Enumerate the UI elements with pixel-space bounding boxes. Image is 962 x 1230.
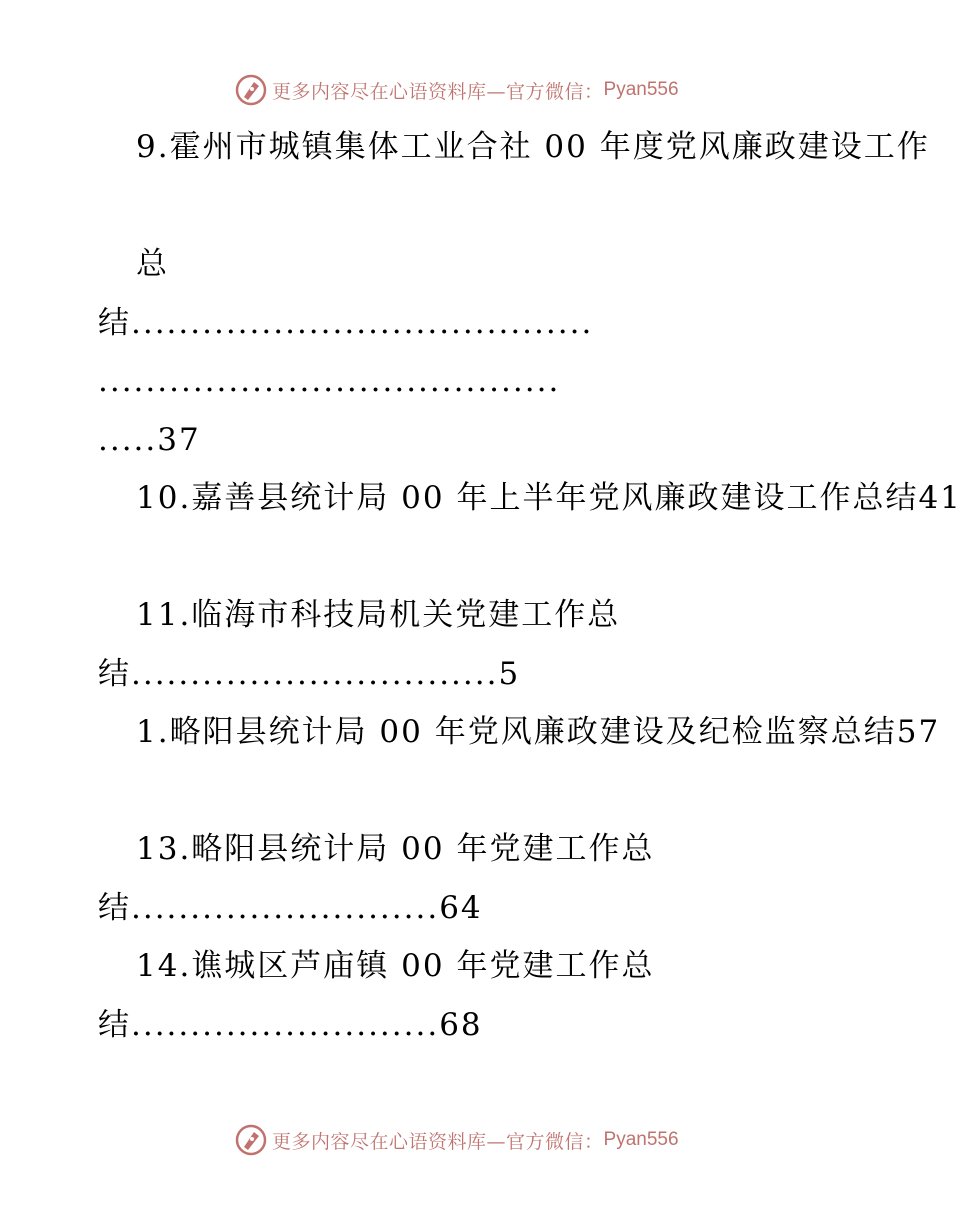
toc-line: 结...............................5 <box>98 655 521 692</box>
toc-line: 10.嘉善县统计局 00 年上半年党风廉政建设工作总结41 <box>136 480 962 516</box>
toc-line <box>98 762 858 821</box>
watermark-wechat-id: Pyan556 <box>603 1129 679 1150</box>
toc-line: 结..........................68 <box>98 1006 483 1043</box>
watermark-wechat-id: Pyan556 <box>603 79 679 100</box>
toc-line <box>98 528 858 587</box>
toc-line: 结..........................64 <box>98 889 483 926</box>
toc-line: 13.略阳县统计局 00 年党建工作总 <box>136 831 655 867</box>
watermark-text: 更多内容尽在心语资料库—官方微信： <box>272 80 604 103</box>
header-watermark <box>0 70 950 110</box>
toc-line: 1.略阳县统计局 00 年党风廉政建设及纪检监察总结57 <box>136 714 941 750</box>
toc-line: 11.临海市科技局机关党建工作总 <box>136 597 621 633</box>
toc-line: ....................................... <box>98 363 561 399</box>
pen-nib-circle-icon <box>234 1123 268 1157</box>
toc-line: 9.霍州市城镇集体工业合社 00 年度党风廉政建设工作 <box>136 129 930 165</box>
table-of-contents <box>98 118 962 1054</box>
toc-line: 14.谯城区芦庙镇 00 年党建工作总 <box>136 948 655 984</box>
pen-nib-circle-icon <box>234 73 268 107</box>
watermark-text: 更多内容尽在心语资料库—官方微信： <box>272 1130 604 1153</box>
toc-line: 总 <box>136 246 169 282</box>
toc-line: 结....................................... <box>98 304 594 341</box>
footer-watermark <box>0 1120 950 1160</box>
toc-line <box>98 177 858 236</box>
toc-line: .....37 <box>98 421 201 458</box>
